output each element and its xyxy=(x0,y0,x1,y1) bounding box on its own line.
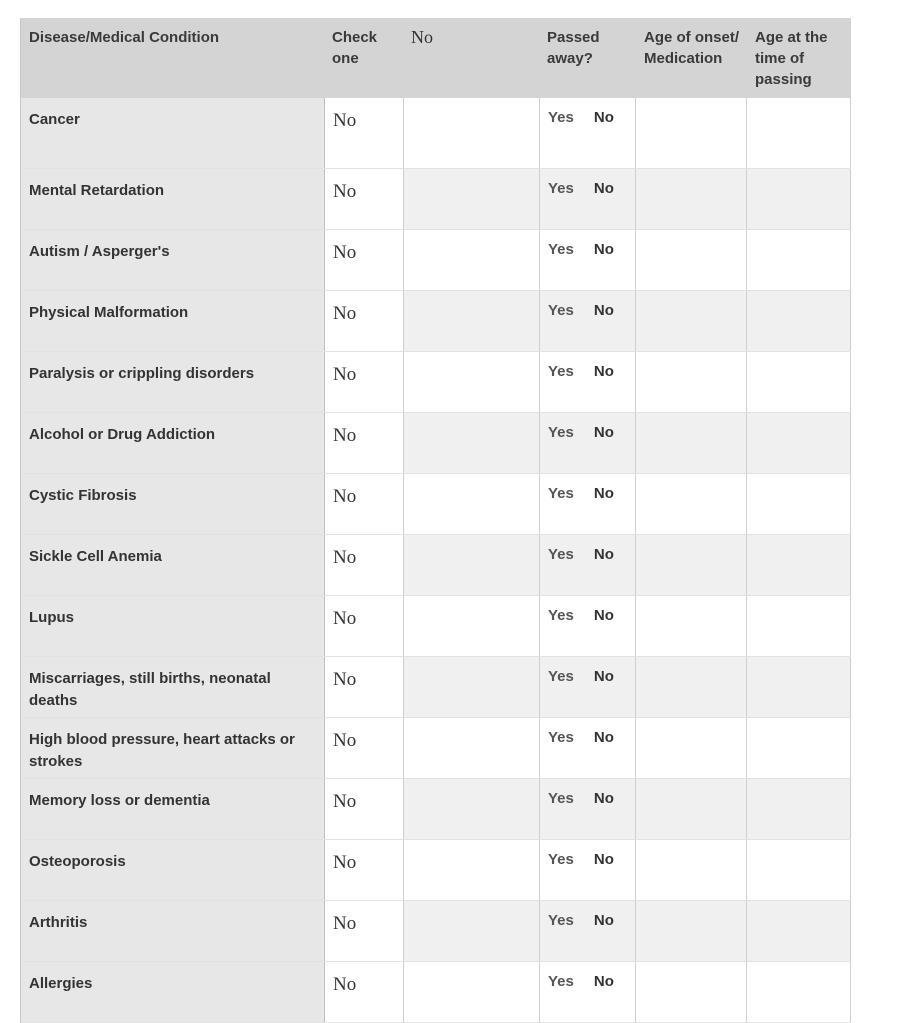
passed-away-cell xyxy=(540,352,636,412)
table-body xyxy=(21,98,851,1023)
passed-away-cell xyxy=(540,779,636,839)
table-row xyxy=(21,169,851,230)
passed-away-cell xyxy=(540,413,636,473)
no-cell[interactable] xyxy=(404,98,540,168)
passed-away-cell xyxy=(540,962,636,1022)
age-passing-cell[interactable] xyxy=(747,901,851,961)
no-option[interactable]: No xyxy=(593,485,614,502)
no-option[interactable]: No xyxy=(593,729,614,746)
no-cell[interactable] xyxy=(404,840,540,900)
age-onset-cell[interactable] xyxy=(636,901,747,961)
no-cell[interactable] xyxy=(404,230,540,290)
yes-option[interactable]: Yes xyxy=(548,180,574,197)
age-passing-cell[interactable] xyxy=(747,98,851,168)
table-row xyxy=(21,901,851,962)
yes-option[interactable]: Yes xyxy=(548,973,574,990)
no-option[interactable]: No xyxy=(593,241,614,258)
age-onset-cell[interactable] xyxy=(636,779,747,839)
passed-away-cell xyxy=(540,718,636,778)
no-option[interactable]: No xyxy=(593,851,614,868)
no-cell[interactable] xyxy=(404,352,540,412)
check-one-cell[interactable]: No xyxy=(324,98,404,168)
condition-cell: High blood pressure, heart attacks or strokes xyxy=(21,718,324,778)
check-one-cell[interactable]: No xyxy=(324,840,404,900)
check-one-cell[interactable]: No xyxy=(324,352,404,412)
no-option[interactable]: No xyxy=(593,363,614,380)
condition-cell: Allergies xyxy=(21,962,324,1022)
yes-option[interactable]: Yes xyxy=(548,546,574,563)
age-onset-cell[interactable] xyxy=(636,718,747,778)
age-onset-cell[interactable] xyxy=(636,352,747,412)
condition-cell: Sickle Cell Anemia xyxy=(21,535,324,595)
table-row xyxy=(21,657,851,718)
age-passing-cell[interactable] xyxy=(747,840,851,900)
yes-option[interactable]: Yes xyxy=(548,302,574,319)
age-onset-cell[interactable] xyxy=(636,169,747,229)
check-one-cell[interactable]: No xyxy=(324,169,404,229)
table-row xyxy=(21,718,851,779)
age-onset-cell[interactable] xyxy=(636,291,747,351)
yes-option[interactable]: Yes xyxy=(548,241,574,258)
header-condition: Disease/Medical Condition xyxy=(29,29,220,46)
table-row xyxy=(21,596,851,657)
header-no: No xyxy=(411,27,433,47)
age-passing-cell[interactable] xyxy=(747,718,851,778)
passed-away-cell xyxy=(540,230,636,290)
check-one-cell[interactable]: No xyxy=(324,535,404,595)
age-passing-cell[interactable] xyxy=(747,779,851,839)
check-one-cell[interactable]: No xyxy=(324,901,404,961)
table-row xyxy=(21,840,851,901)
check-one-cell[interactable]: No xyxy=(324,962,404,1022)
yes-option[interactable]: Yes xyxy=(548,607,574,624)
check-one-cell[interactable]: No xyxy=(324,779,404,839)
no-option[interactable]: No xyxy=(593,607,614,624)
yes-option[interactable]: Yes xyxy=(548,668,574,685)
age-onset-cell[interactable] xyxy=(636,962,747,1022)
age-onset-cell[interactable] xyxy=(636,596,747,656)
no-option[interactable]: No xyxy=(593,546,614,563)
check-one-cell[interactable]: No xyxy=(324,291,404,351)
passed-away-cell xyxy=(540,657,636,717)
table-row xyxy=(21,962,851,1023)
age-onset-cell[interactable] xyxy=(636,98,747,168)
condition-cell: Alcohol or Drug Addiction xyxy=(21,413,324,473)
age-onset-cell[interactable] xyxy=(636,474,747,534)
check-one-cell[interactable]: No xyxy=(324,718,404,778)
table-row xyxy=(21,535,851,596)
no-option[interactable]: No xyxy=(593,790,614,807)
medical-history-table xyxy=(20,18,851,1023)
condition-cell: Osteoporosis xyxy=(21,840,324,900)
condition-cell: Memory loss or dementia xyxy=(21,779,324,839)
age-passing-cell[interactable] xyxy=(747,962,851,1022)
age-onset-cell[interactable] xyxy=(636,840,747,900)
check-one-cell[interactable]: No xyxy=(324,657,404,717)
no-cell[interactable] xyxy=(404,169,540,229)
check-one-cell[interactable]: No xyxy=(324,230,404,290)
check-one-cell[interactable]: No xyxy=(324,596,404,656)
no-cell[interactable] xyxy=(404,657,540,717)
table-row xyxy=(21,474,851,535)
yes-option[interactable]: Yes xyxy=(548,851,574,868)
table-header xyxy=(21,18,851,98)
age-onset-cell[interactable] xyxy=(636,535,747,595)
age-passing-cell[interactable] xyxy=(747,413,851,473)
age-onset-cell[interactable] xyxy=(636,230,747,290)
no-cell[interactable] xyxy=(404,718,540,778)
condition-cell: Mental Retardation xyxy=(21,169,324,229)
no-cell[interactable] xyxy=(404,474,540,534)
age-onset-cell[interactable] xyxy=(636,657,747,717)
passed-away-cell xyxy=(540,169,636,229)
condition-cell: Miscarriages, still births, neonatal deaths xyxy=(21,657,324,717)
table-row xyxy=(21,291,851,352)
yes-option[interactable]: Yes xyxy=(548,363,574,380)
condition-cell: Physical Malformation xyxy=(21,291,324,351)
no-option[interactable]: No xyxy=(593,109,614,126)
age-passing-cell[interactable] xyxy=(747,657,851,717)
table-row xyxy=(21,352,851,413)
no-option[interactable]: No xyxy=(593,180,614,197)
age-passing-cell[interactable] xyxy=(747,169,851,229)
table-row xyxy=(21,779,851,840)
age-passing-cell[interactable] xyxy=(747,474,851,534)
yes-option[interactable]: Yes xyxy=(548,912,574,929)
passed-away-cell xyxy=(540,596,636,656)
yes-option[interactable]: Yes xyxy=(548,485,574,502)
condition-cell: Arthritis xyxy=(21,901,324,961)
condition-cell: Autism / Asperger's xyxy=(21,230,324,290)
passed-away-cell xyxy=(540,474,636,534)
yes-option[interactable]: Yes xyxy=(548,109,574,126)
check-one-cell[interactable]: No xyxy=(324,413,404,473)
yes-option[interactable]: Yes xyxy=(548,790,574,807)
age-passing-cell[interactable] xyxy=(747,535,851,595)
no-cell[interactable] xyxy=(404,962,540,1022)
no-cell[interactable] xyxy=(404,291,540,351)
no-cell[interactable] xyxy=(404,413,540,473)
no-option[interactable]: No xyxy=(593,302,614,319)
check-one-cell[interactable]: No xyxy=(324,474,404,534)
header-age-passing: Age at the time of passing xyxy=(755,29,828,88)
table-row xyxy=(21,98,851,169)
yes-option[interactable]: Yes xyxy=(548,729,574,746)
age-passing-cell[interactable] xyxy=(747,230,851,290)
age-passing-cell[interactable] xyxy=(747,596,851,656)
no-cell[interactable] xyxy=(404,596,540,656)
age-passing-cell[interactable] xyxy=(747,352,851,412)
passed-away-cell xyxy=(540,840,636,900)
yes-option[interactable]: Yes xyxy=(548,424,574,441)
no-cell[interactable] xyxy=(404,535,540,595)
passed-away-cell xyxy=(540,901,636,961)
table-row xyxy=(21,413,851,474)
condition-cell: Paralysis or crippling disorders xyxy=(21,352,324,412)
table-row xyxy=(21,230,851,291)
no-cell[interactable] xyxy=(404,779,540,839)
no-cell[interactable] xyxy=(404,901,540,961)
no-option[interactable]: No xyxy=(593,668,614,685)
age-passing-cell[interactable] xyxy=(747,291,851,351)
passed-away-cell xyxy=(540,535,636,595)
passed-away-cell xyxy=(540,291,636,351)
no-option[interactable]: No xyxy=(593,424,614,441)
age-onset-cell[interactable] xyxy=(636,413,747,473)
no-option[interactable]: No xyxy=(593,973,614,990)
header-age-onset: Age of onset/ Medication xyxy=(644,29,740,67)
no-option[interactable]: No xyxy=(593,912,614,929)
condition-cell: Lupus xyxy=(21,596,324,656)
header-passed-away: Passed away? xyxy=(547,29,600,67)
header-check-one: Check one xyxy=(332,29,378,67)
condition-cell: Cystic Fibrosis xyxy=(21,474,324,534)
passed-away-cell xyxy=(540,98,636,168)
condition-cell: Cancer xyxy=(21,98,324,168)
